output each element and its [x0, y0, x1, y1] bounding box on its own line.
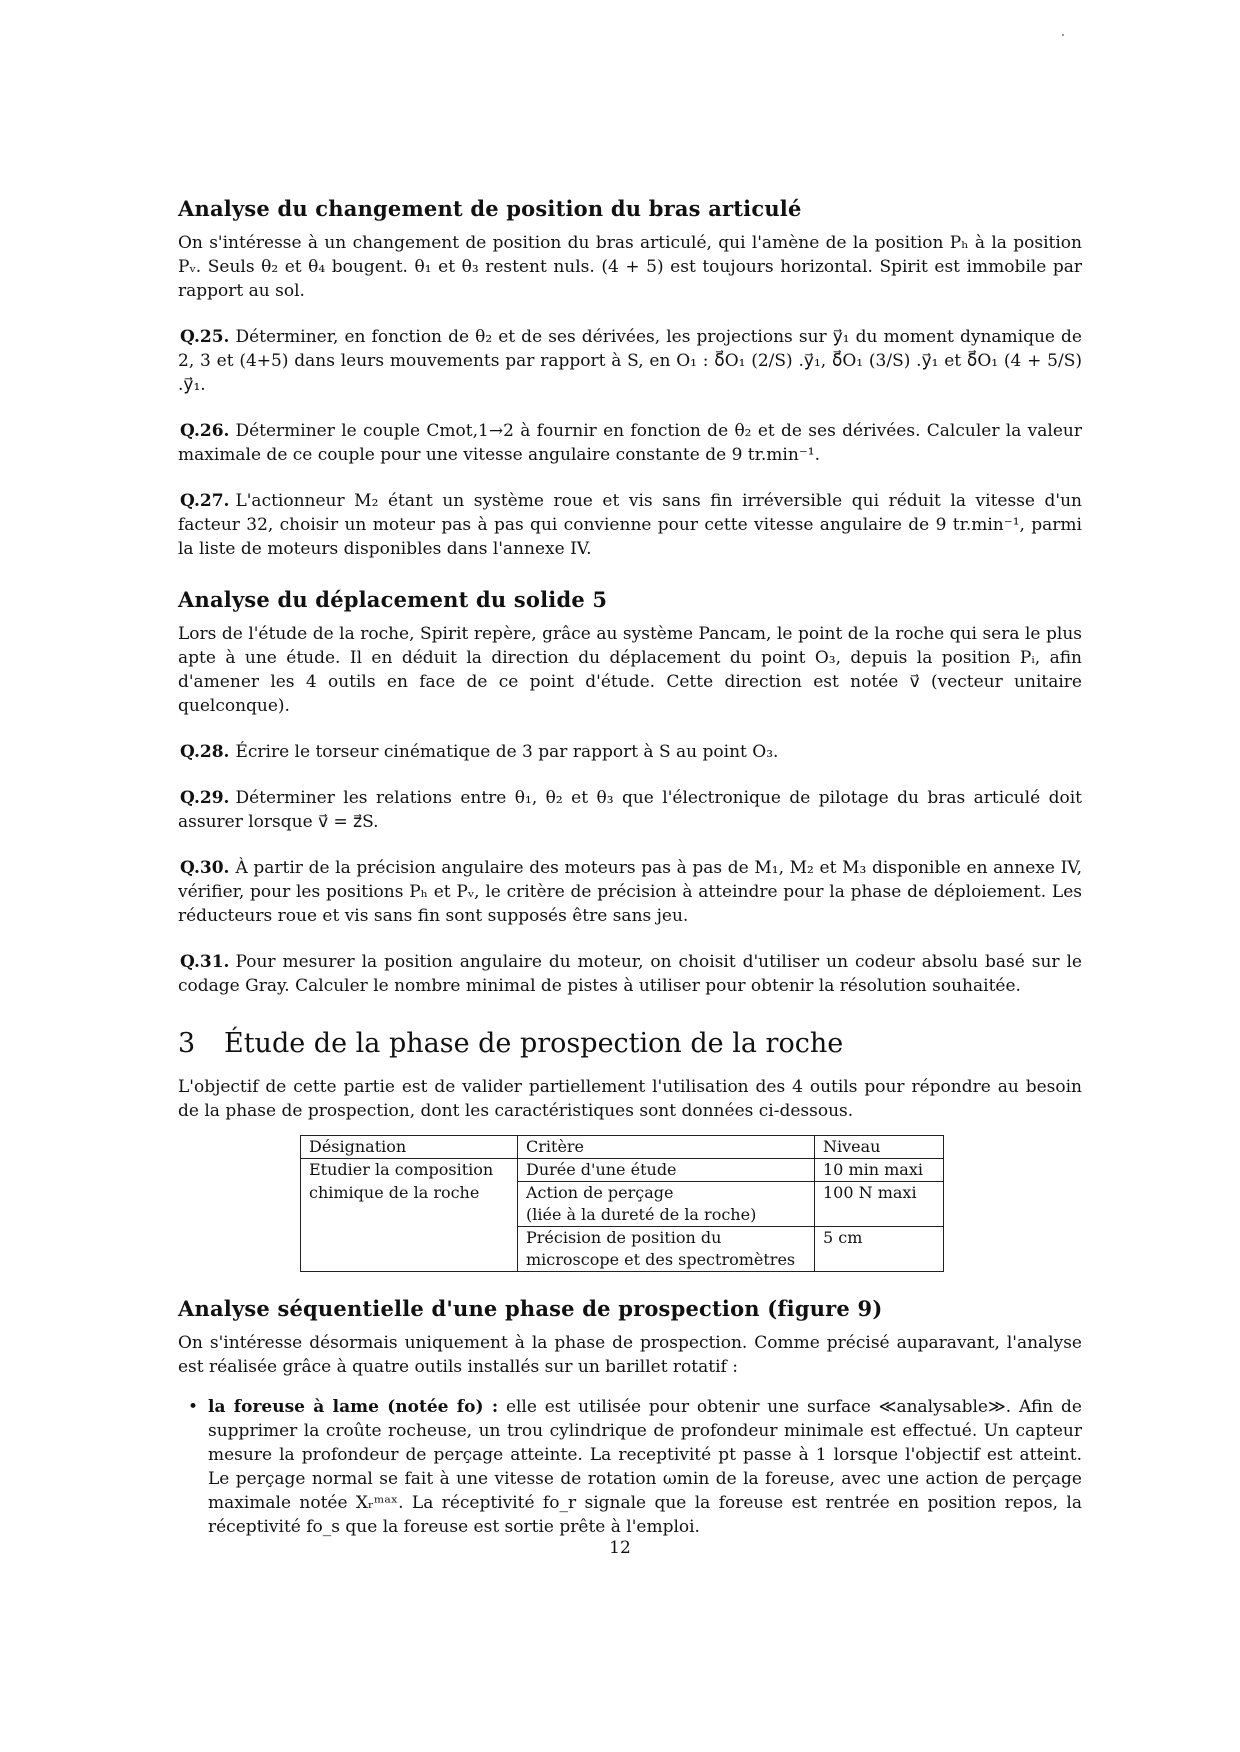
heading-solide: Analyse du déplacement du solide 5	[178, 587, 608, 612]
section-title-text: Étude de la phase de prospection de la roche	[224, 1028, 844, 1059]
question-30	[178, 856, 1082, 928]
question-31	[178, 950, 1082, 998]
table-header: Niveau	[815, 1136, 944, 1159]
table-header: Critère	[518, 1136, 815, 1159]
list-item	[188, 1395, 1082, 1539]
page-number: 12	[609, 1538, 631, 1558]
table-cell-critere: Durée d'une étude	[518, 1159, 815, 1182]
question-number: Q.27.	[180, 491, 230, 511]
question-25	[178, 325, 1082, 397]
question-text: Déterminer, en fonction de θ₂ et de ses dérivées, les projections sur y⃗₁ du moment dynamique de 2, 3 et (4+5) dans leurs mouvements par rapport à S, en O₁ : δ⃗O₁ (2/S) .y⃗₁, δ⃗O₁ (3/S) .y⃗₁ et δ⃗O₁ (4 + 5/S) .y⃗₁.	[178, 327, 1082, 395]
section-3-title	[178, 1028, 1082, 1059]
table-cell-designation	[301, 1227, 518, 1272]
table-row	[301, 1227, 944, 1272]
question-text: L'actionneur M₂ étant un système roue et vis sans fin irréversible qui réduit la vitesse d'un facteur 32, choisir un moteur pas à pas qui convienne pour cette vitesse angulaire de 9 tr.min⁻¹, parmi la liste de moteurs disponibles dans l'annexe IV.	[178, 491, 1082, 559]
question-text: Déterminer les relations entre θ₁, θ₂ et θ₃ que l'électronique de pilotage du bras articulé doit assurer lorsque v⃗ = z⃗S.	[178, 788, 1082, 832]
question-29	[178, 786, 1082, 834]
bullet-icon: •	[188, 1397, 199, 1417]
bullet-lead: la foreuse à lame (notée fo) :	[208, 1397, 499, 1417]
question-number: Q.25.	[180, 327, 230, 347]
question-number: Q.28.	[180, 742, 230, 762]
section-number: 3	[178, 1028, 196, 1059]
question-text: À partir de la précision angulaire des moteurs pas à pas de M₁, M₂ et M₃ disponible en annexe IV, vérifier, pour les positions Pₕ et Pᵥ, le critère de précision à atteindre pour la phase de déploiement. Les réducteurs roue et vis sans fin sont supposés être sans jeu.	[178, 858, 1082, 926]
cell-line: microscope et des spectromètres	[526, 1250, 796, 1269]
question-27	[178, 489, 1082, 561]
table-row	[301, 1182, 944, 1227]
question-text: Pour mesurer la position angulaire du moteur, on choisit d'utiliser un codeur absolu basé sur le codage Gray. Calculer le nombre minimal de pistes à utiliser pour obtenir la résolution souhaitée.	[178, 952, 1082, 996]
criteria-table	[300, 1135, 944, 1272]
table-cell-niveau: 100 N maxi	[815, 1182, 944, 1227]
heading-bras: Analyse du changement de position du bras articulé	[178, 196, 802, 221]
page-content	[178, 196, 1082, 1539]
table-cell-niveau: 10 min maxi	[815, 1159, 944, 1182]
question-number: Q.30.	[180, 858, 230, 878]
table-cell-critere	[518, 1182, 815, 1227]
cell-line: Action de perçage	[526, 1183, 674, 1202]
table-header: Désignation	[301, 1136, 518, 1159]
bullet-text: elle est utilisée pour obtenir une surface ≪analysable≫. Afin de supprimer la croûte rocheuse, un trou cylindrique de profondeur minimale est effectué. Un capteur mesure la profondeur de perçage atteinte. La receptivité pt passe à 1 lorsque l'objectif est atteint. Le perçage normal se fait à une vitesse de rotation ωmin de la foreuse, avec une action de perçage maximale notée Xᵣᵐᵃˣ. La réceptivité fo_r signale que la foreuse est rentrée en position repos, la réceptivité fo_s que la foreuse est sortie prête à l'emploi.	[208, 1397, 1082, 1537]
heading-sequentielle: Analyse séquentielle d'une phase de prospection (figure 9)	[178, 1296, 883, 1321]
cell-line: Précision de position du	[526, 1228, 722, 1247]
cell-line: (liée à la dureté de la roche)	[526, 1205, 757, 1224]
table-cell-niveau: 5 cm	[815, 1227, 944, 1272]
table-cell-designation: chimique de la roche	[301, 1182, 518, 1227]
paragraph-bras-intro: On s'intéresse à un changement de position du bras articulé, qui l'amène de la position Pₕ à la position Pᵥ. Seuls θ₂ et θ₄ bougent. θ₁ et θ₃ restent nuls. (4 + 5) est toujours horizontal. Spirit est immobile par rapport au sol.	[178, 233, 1082, 301]
question-number: Q.29.	[180, 788, 230, 808]
question-number: Q.26.	[180, 421, 230, 441]
scan-speck	[1062, 34, 1064, 36]
table-row	[301, 1159, 944, 1182]
question-28	[178, 740, 1082, 764]
question-number: Q.31.	[180, 952, 230, 972]
paragraph-seq-intro: On s'intéresse désormais uniquement à la phase de prospection. Comme précisé auparavant, l'analyse est réalisée grâce à quatre outils installés sur un barillet rotatif :	[178, 1333, 1082, 1377]
paragraph-section3-intro: L'objectif de cette partie est de valider partiellement l'utilisation des 4 outils pour répondre au besoin de la phase de prospection, dont les caractéristiques sont données ci-dessous.	[178, 1077, 1082, 1121]
table-cell-designation: Etudier la composition	[301, 1159, 518, 1182]
table-cell-critere	[518, 1227, 815, 1272]
question-26	[178, 419, 1082, 467]
paragraph-solide-intro: Lors de l'étude de la roche, Spirit repère, grâce au système Pancam, le point de la roche qui sera le plus apte à une étude. Il en déduit la direction du déplacement du point O₃, depuis la position Pᵢ, afin d'amener les 4 outils en face de ce point d'étude. Cette direction est notée v⃗ (vecteur unitaire quelconque).	[178, 624, 1082, 716]
table-header-row	[301, 1136, 944, 1159]
question-text: Déterminer le couple Cmot,1→2 à fournir en fonction de θ₂ et de ses dérivées. Calculer la valeur maximale de ce couple pour une vitesse angulaire constante de 9 tr.min⁻¹.	[178, 421, 1082, 465]
tools-list	[178, 1395, 1082, 1539]
question-text: Écrire le torseur cinématique de 3 par rapport à S au point O₃.	[235, 742, 779, 762]
